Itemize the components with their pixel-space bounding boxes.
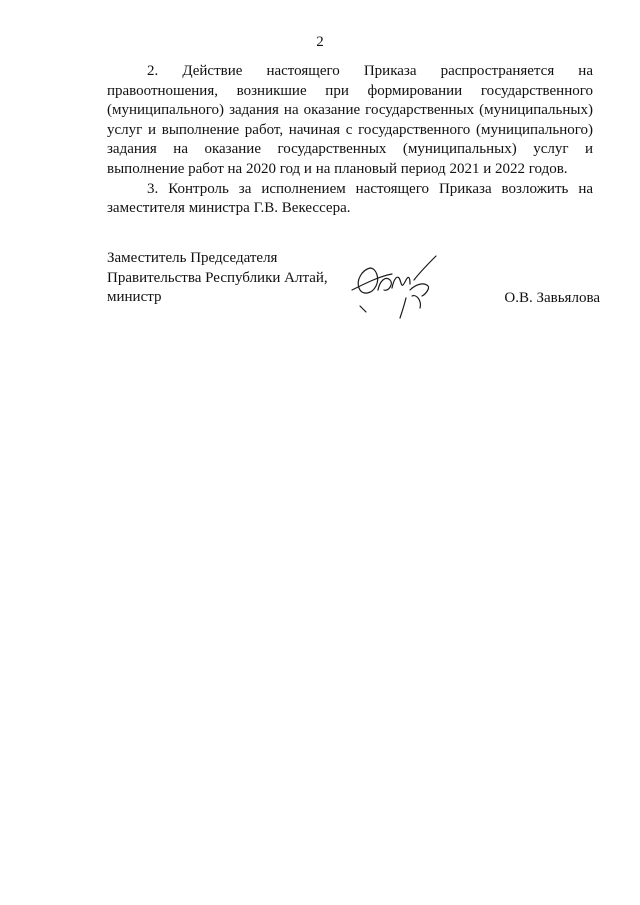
paragraph-2-word: настоящего: [266, 63, 340, 79]
signatory-position-line: Заместитель Председателя: [107, 250, 278, 266]
paragraph-2-word: распространяется: [440, 63, 555, 79]
signatory-position-line: министр: [107, 289, 162, 306]
handwritten-signature: [340, 250, 450, 325]
paragraph-3-text: 3. Контроль за исполнением настоящего Приказа возложить на заместителя министра Г.В. Векессера.: [107, 180, 593, 217]
paragraph-2-word: на: [578, 63, 593, 79]
signer-name: О.В. Завьялова: [504, 290, 600, 306]
paragraph-2-word: Действие: [182, 63, 243, 79]
paragraph-2-text: правоотношения, возникшие при формировании государственного (муниципального) задания на оказание государственных (муниципальных) услуг и выполнение работ, начиная с государственного (муниципального) задания на оказание государственных (муниципальных) услуг и выполнение работ на 2020 год и на плановый период 2021 и 2022 годов.: [107, 82, 593, 177]
paragraph-2-word: 2.: [147, 63, 159, 79]
paragraph-2-word: Приказа: [363, 63, 417, 79]
document-body: [107, 62, 593, 219]
page-number: 2: [316, 34, 324, 50]
paragraph-2-first-line: [107, 62, 593, 82]
signatory-position-line: Правительства Республики Алтай,: [107, 269, 328, 286]
